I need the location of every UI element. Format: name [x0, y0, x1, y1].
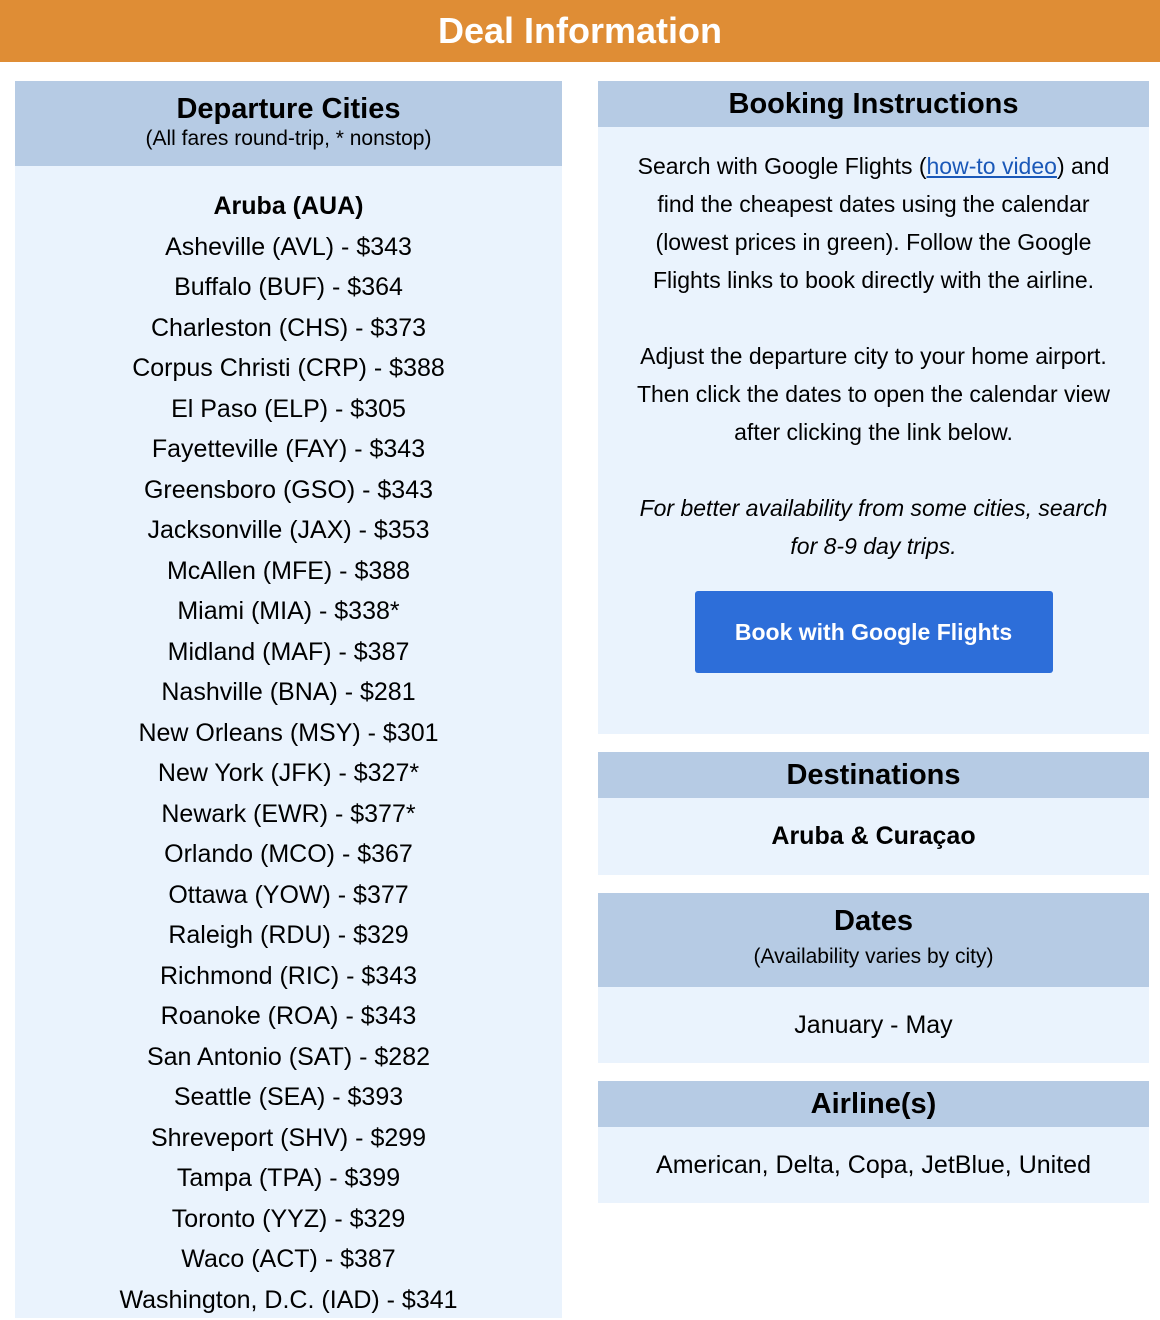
city-fare-item: Roanoke (ROA) - $343 [15, 996, 562, 1037]
city-fare-item: Miami (MIA) - $338* [15, 591, 562, 632]
departure-cities-title: Departure Cities [15, 81, 562, 126]
booking-instructions-title: Booking Instructions [729, 88, 1019, 121]
city-fare-item: Toronto (YYZ) - $329 [15, 1199, 562, 1240]
city-fare-item: Greensboro (GSO) - $343 [15, 470, 562, 511]
airlines-panel [598, 1081, 1149, 1203]
dates-title: Dates [598, 893, 1149, 939]
city-fare-item: Asheville (AVL) - $343 [15, 227, 562, 268]
airlines-header [598, 1081, 1149, 1127]
dates-panel [598, 893, 1149, 1063]
airlines-title: Airline(s) [811, 1088, 937, 1121]
airlines-body [598, 1127, 1149, 1203]
how-to-video-link[interactable]: how-to video [927, 153, 1057, 179]
city-fare-item: Charleston (CHS) - $373 [15, 308, 562, 349]
booking-instructions-header [598, 81, 1149, 127]
city-fare-item: Newark (EWR) - $377* [15, 794, 562, 835]
destinations-value: Aruba & Curaçao [771, 822, 975, 851]
departure-cities-header [15, 81, 562, 166]
booking-instructions-panel [598, 81, 1149, 734]
city-fare-item: El Paso (ELP) - $305 [15, 389, 562, 430]
booking-paragraph-search [634, 147, 1113, 299]
booking-paragraph-availability: For better availability from some cities, search for 8-9 day trips. [634, 489, 1113, 565]
booking-instructions-body [598, 127, 1149, 734]
dates-body [598, 987, 1149, 1063]
city-fare-item: New Orleans (MSY) - $301 [15, 713, 562, 754]
booking-paragraph-adjust: Adjust the departure city to your home airport. Then click the dates to open the calendar view after clicking the link below. [634, 337, 1113, 451]
destinations-title: Destinations [786, 759, 960, 792]
city-fare-item: Seattle (SEA) - $393 [15, 1077, 562, 1118]
departure-cities-subtitle: (All fares round-trip, * nonstop) [15, 126, 562, 152]
departure-cities-body [15, 166, 562, 1318]
city-fare-list [15, 227, 562, 1320]
city-fare-item: Shreveport (SHV) - $299 [15, 1118, 562, 1159]
city-fare-item: Midland (MAF) - $387 [15, 632, 562, 673]
city-fare-item: Richmond (RIC) - $343 [15, 956, 562, 997]
city-fare-item: New York (JFK) - $327* [15, 753, 562, 794]
booking-text-lead: Search with Google Flights ( [638, 153, 927, 179]
destination-heading: Aruba (AUA) [15, 186, 562, 227]
destinations-body [598, 798, 1149, 875]
destinations-panel [598, 752, 1149, 875]
city-fare-item: Orlando (MCO) - $367 [15, 834, 562, 875]
city-fare-item: McAllen (MFE) - $388 [15, 551, 562, 592]
destinations-header [598, 752, 1149, 798]
city-fare-item: Fayetteville (FAY) - $343 [15, 429, 562, 470]
deal-information-banner [0, 0, 1160, 62]
booking-text-tail: ) and find the cheapest dates using the calendar (lowest prices in green). Follow the Google Flights links to book directly with the airline. [653, 153, 1109, 293]
dates-value: January - May [794, 1011, 952, 1040]
city-fare-item: Jacksonville (JAX) - $353 [15, 510, 562, 551]
book-with-google-flights-button[interactable]: Book with Google Flights [695, 591, 1053, 673]
airlines-value: American, Delta, Copa, JetBlue, United [656, 1151, 1091, 1180]
city-fare-item: Nashville (BNA) - $281 [15, 672, 562, 713]
city-fare-item: Washington, D.C. (IAD) - $341 [15, 1280, 562, 1320]
city-fare-item: Corpus Christi (CRP) - $388 [15, 348, 562, 389]
city-fare-item: Raleigh (RDU) - $329 [15, 915, 562, 956]
city-fare-item: Buffalo (BUF) - $364 [15, 267, 562, 308]
city-fare-item: San Antonio (SAT) - $282 [15, 1037, 562, 1078]
city-fare-item: Ottawa (YOW) - $377 [15, 875, 562, 916]
city-fare-item: Waco (ACT) - $387 [15, 1239, 562, 1280]
city-fare-item: Tampa (TPA) - $399 [15, 1158, 562, 1199]
dates-subtitle: (Availability varies by city) [598, 939, 1149, 975]
dates-header [598, 893, 1149, 987]
page-title: Deal Information [438, 10, 722, 52]
departure-cities-panel [15, 81, 562, 1318]
